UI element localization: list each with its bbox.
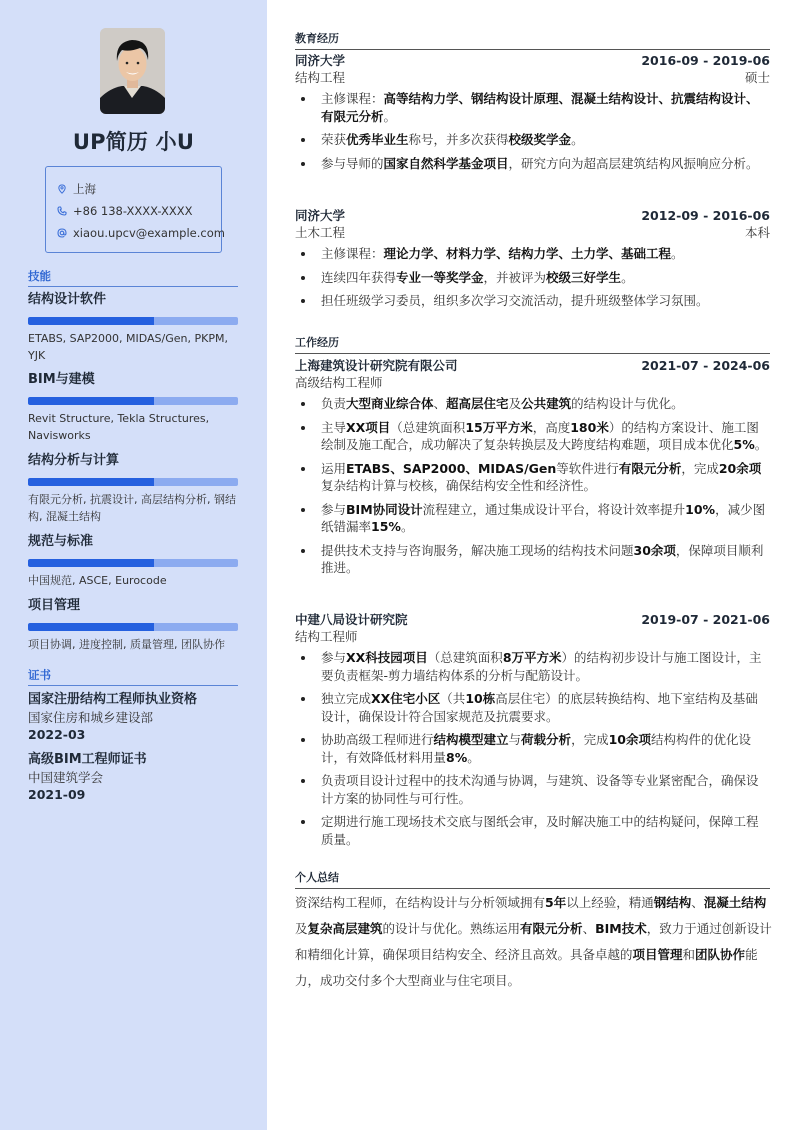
highlight-text: 项目管理 [632,947,683,962]
highlight-text: 180米 [570,419,609,435]
highlight-text: ETABS、SAP2000、MIDAS/Gen [346,460,557,476]
email-text[interactable]: xiaou.upcv@example.com [73,226,225,240]
skill-level-fill [28,559,154,567]
bullet-item [295,395,770,413]
skill-level-fill [28,317,154,325]
body-text: 运用 [321,460,347,476]
work-entry [295,357,770,583]
body-text: 的设计与优化。熟练运用 [382,921,521,936]
highlight-text: XX科技园项目 [346,650,428,665]
highlight-text: 国家自然科学基金项目 [383,155,509,171]
bullet-item [295,90,770,125]
job-role: 高级结构工程师 [295,375,383,390]
highlight-text: 校级奖学金 [508,132,572,147]
body-text: 参与 [321,650,347,665]
certificate-date: 2021-09 [28,787,86,802]
body-text: 称号，并多次获得 [408,132,509,147]
bullet-item [295,813,770,848]
highlight-text: 钢结构 [653,895,692,910]
candidate-name: UP简历 小U [72,130,195,154]
skill-level-bar [28,478,238,486]
contact-phone [57,200,221,222]
education-period: 2016-09 - 2019-06 [641,53,770,68]
education-period: 2012-09 - 2016-06 [641,208,770,223]
highlight-text: 5年 [545,895,567,910]
highlight-text: 有限元分析 [618,460,682,476]
skill-name: 规范与标准 [28,534,94,549]
highlight-text: 有限元分析 [520,921,583,936]
bullet-list [295,649,770,848]
body-text: 。 [754,437,768,452]
skill-item [28,290,238,364]
skill-level-bar [28,623,238,631]
bullet-item [295,460,770,495]
highlight-text: 15万平方米 [465,419,533,435]
phone-icon [57,205,67,217]
work-period: 2021-07 - 2024-06 [641,358,770,373]
skill-item [28,532,238,590]
skill-desc: ETABS, SAP2000, MIDAS/Gen, PKPM, YJK [28,332,228,362]
bullet-item [295,690,770,725]
school-name: 同济大学 [295,53,346,68]
body-text: 。 [571,132,584,147]
body-text: 主修课程： [321,91,384,106]
company-name: 上海建筑设计研究院有限公司 [295,358,458,373]
highlight-text: 10% [685,501,716,517]
skill-item [28,451,238,525]
company-name: 中建八局设计研究院 [295,612,408,627]
body-text: 独立完成 [321,691,372,706]
certificate-title: 国家注册结构工程师执业资格 [28,692,198,707]
contact-location [57,178,221,200]
skill-desc: 中国规范, ASCE, Eurocode [28,574,167,587]
body-text: ，致力于通过创新设计和精细化计算，确保项目结构安全、经济且高效。具备卓越的 [295,921,772,962]
work-period: 2019-07 - 2021-06 [641,612,770,627]
skill-desc: 项目协调, 进度控制, 质量管理, 团队协作 [28,638,225,651]
skill-level-fill [28,478,154,486]
body-text: 。 [671,246,684,261]
highlight-text: 校级三好学生 [546,269,622,285]
bullet-list [295,90,770,172]
bullet-item [295,131,770,149]
body-text: 、 [433,396,447,411]
highlight-text: 8% [446,749,468,765]
body-text: 连续四年获得 [321,269,397,285]
skill-level-fill [28,623,154,631]
body-text: ，完成 [571,732,609,747]
body-text: ，完成 [681,460,719,476]
skill-item [28,596,238,654]
body-text: 主导 [321,419,347,435]
contact-email [57,222,225,244]
body-text: 流程建立，通过集成设计平台，将设计效率提升 [422,501,686,517]
body-text: 高层住宅）的底层转换结构、地下室结构及基础设计，确保设计符合国家规范及抗震要求。 [321,691,758,724]
body-text: （总建筑面积 [390,419,466,435]
phone-text[interactable]: +86 138-XXXX-XXXX [73,204,193,218]
body-text: 与 [508,732,522,747]
education-entry [295,52,770,178]
bullet-list [295,395,770,577]
body-text: 荣获 [321,132,347,147]
highlight-text: BIM协同设计 [346,501,423,517]
body-text: 、 [582,921,596,936]
bullet-item [295,419,770,454]
highlight-text: 荷载分析 [521,732,572,747]
body-text: ，研究方向为超高层建筑结构风振响应分析。 [508,155,759,171]
location-pin-icon [57,183,67,195]
main-content [267,0,799,1130]
bullet-item [295,649,770,684]
body-text: ，并被评为 [483,269,547,285]
avatar-icon [100,28,165,114]
bullet-item [295,155,770,173]
bullet-item [295,772,770,807]
job-role: 结构工程师 [295,629,358,644]
highlight-text: 团队协作 [695,947,746,962]
body-text: 定期进行施工现场技术交底与图纸会审，及时解决施工中的结构疑问，保障工程质量。 [321,814,759,847]
body-text: 担任班级学习委员，组织多次学习交流活动，提升班级整体学习氛围。 [321,293,709,308]
body-text: 协助高级工程师进行 [321,732,434,747]
highlight-text: 超高层住宅 [446,396,509,411]
education-entry [295,207,770,316]
certificate-title: 高级BIM工程师证书 [28,752,147,767]
highlight-text: 专业一等奖学金 [396,269,484,285]
highlight-text: 大型商业综合体 [346,396,434,411]
highlight-text: 高等结构力学、钢结构设计原理、混凝土结构设计、抗震结构设计、有限元分析 [321,91,759,124]
highlight-text: 混凝土结构 [703,895,767,910]
location-text: 上海 [73,182,96,196]
highlight-text: 15% [371,519,401,534]
body-text: 主修课程： [321,246,384,261]
skill-name: 结构设计软件 [28,292,107,307]
skill-item [28,370,238,444]
profile-photo [100,28,165,114]
body-text: 。 [621,269,634,285]
degree: 硕士 [744,70,770,85]
degree: 本科 [744,225,770,240]
body-text: 复杂结构计算与校核，确保结构安全性和经济性。 [321,478,597,493]
highlight-text: XX住宅小区 [371,691,441,706]
highlight-text: 30余项 [633,542,676,558]
body-text: ，高度 [532,419,571,435]
summary-section-title: 个人总结 [295,869,770,889]
skill-level-bar [28,559,238,567]
highlight-text: BIM技术 [595,921,647,936]
body-text: 、 [691,895,704,910]
certificate-item [28,691,248,744]
body-text: 参与 [321,501,347,517]
body-text: 负责 [321,396,347,411]
body-text: 和 [682,947,696,962]
body-text: ，减少图纸错漏率 [321,501,766,534]
certificate-date: 2022-03 [28,727,86,742]
highlight-text: 10余项 [608,732,651,747]
bullet-item [295,731,770,766]
skill-name: 结构分析与计算 [28,453,120,468]
email-at-icon [57,227,67,239]
skill-name: BIM与建模 [28,372,95,387]
sidebar [0,0,267,1130]
skill-level-bar [28,317,238,325]
work-section-title: 工作经历 [295,334,770,354]
certificate-issuer: 国家住房和城乡建设部 [28,710,154,725]
summary-text [295,890,773,994]
highlight-text: 结构模型建立 [433,732,509,747]
body-text: ，保障项目顺利推进。 [321,542,764,575]
skill-name: 项目管理 [28,598,81,613]
highlight-text: 10栋 [465,691,496,706]
school-name: 同济大学 [295,208,346,223]
education-section-title: 教育经历 [295,30,770,50]
body-text: ）的结构方案设计、施工图绘制及施工配合，成功解决了复杂转换层及大跨度结构难题，项目成本优化 [321,419,759,452]
body-text: 结构构件的优化设计，有效降低材料用量 [321,732,751,765]
bullet-item [295,245,770,263]
body-text: 。 [400,519,414,534]
skills-section-title: 技能 [28,268,238,287]
highlight-text: 20余项 [718,460,762,476]
skill-desc: 有限元分析, 抗震设计, 高层结构分析, 钢结构, 混凝土结构 [28,493,236,523]
bullet-item [295,501,770,536]
certificate-issuer: 中国建筑学会 [28,770,104,785]
skill-level-bar [28,397,238,405]
body-text: 负责项目设计过程中的技术沟通与协调，与建筑、设备等专业紧密配合，确保设计方案的协同性与可行性。 [321,773,759,806]
body-text: 资深结构工程师，在结构设计与分析领域拥有 [295,895,546,910]
work-entry [295,611,770,854]
bullet-item [295,292,770,310]
highlight-text: 优秀毕业生 [346,132,409,147]
highlight-text: 复杂高层建筑 [307,921,383,936]
highlight-text: 理论力学、材料力学、结构力学、土力学、基础工程 [383,246,672,261]
body-text: 提供技术支持与咨询服务，解决施工现场的结构技术问题 [321,542,634,558]
body-text: 以上经验，精通 [566,895,654,910]
body-text: 参与导师的 [321,155,384,171]
certificates-section-title: 证书 [28,667,238,686]
body-text: 及 [508,396,522,411]
contact-box [45,166,225,253]
skill-desc: Revit Structure, Tekla Structures, Navisworks [28,412,210,442]
major: 结构工程 [295,70,346,85]
body-text: 的结构设计与优化。 [571,396,684,411]
bullet-list [295,245,770,310]
bullet-item [295,269,770,287]
highlight-text: XX项目 [346,419,391,435]
body-text: 及 [295,921,308,936]
body-text: 能力，成功交付多个大型商业与住宅项目。 [295,947,758,988]
bullet-item [295,542,770,577]
highlight-text: 8万平方米 [502,650,562,665]
body-text: （共 [440,691,466,706]
highlight-text: 5% [733,437,755,452]
body-text: （总建筑面积 [427,650,503,665]
highlight-text: 公共建筑 [521,396,572,411]
body-text: 。 [467,749,480,765]
body-text: 。 [383,108,397,124]
body-text: 等软件进行 [556,460,619,476]
skill-level-fill [28,397,154,405]
certificate-item [28,751,248,804]
major: 土木工程 [295,225,346,240]
body-text: ）的结构初步设计与施工图设计，主要负责框架-剪力墙结构体系的分析与配筋设计。 [321,650,762,683]
